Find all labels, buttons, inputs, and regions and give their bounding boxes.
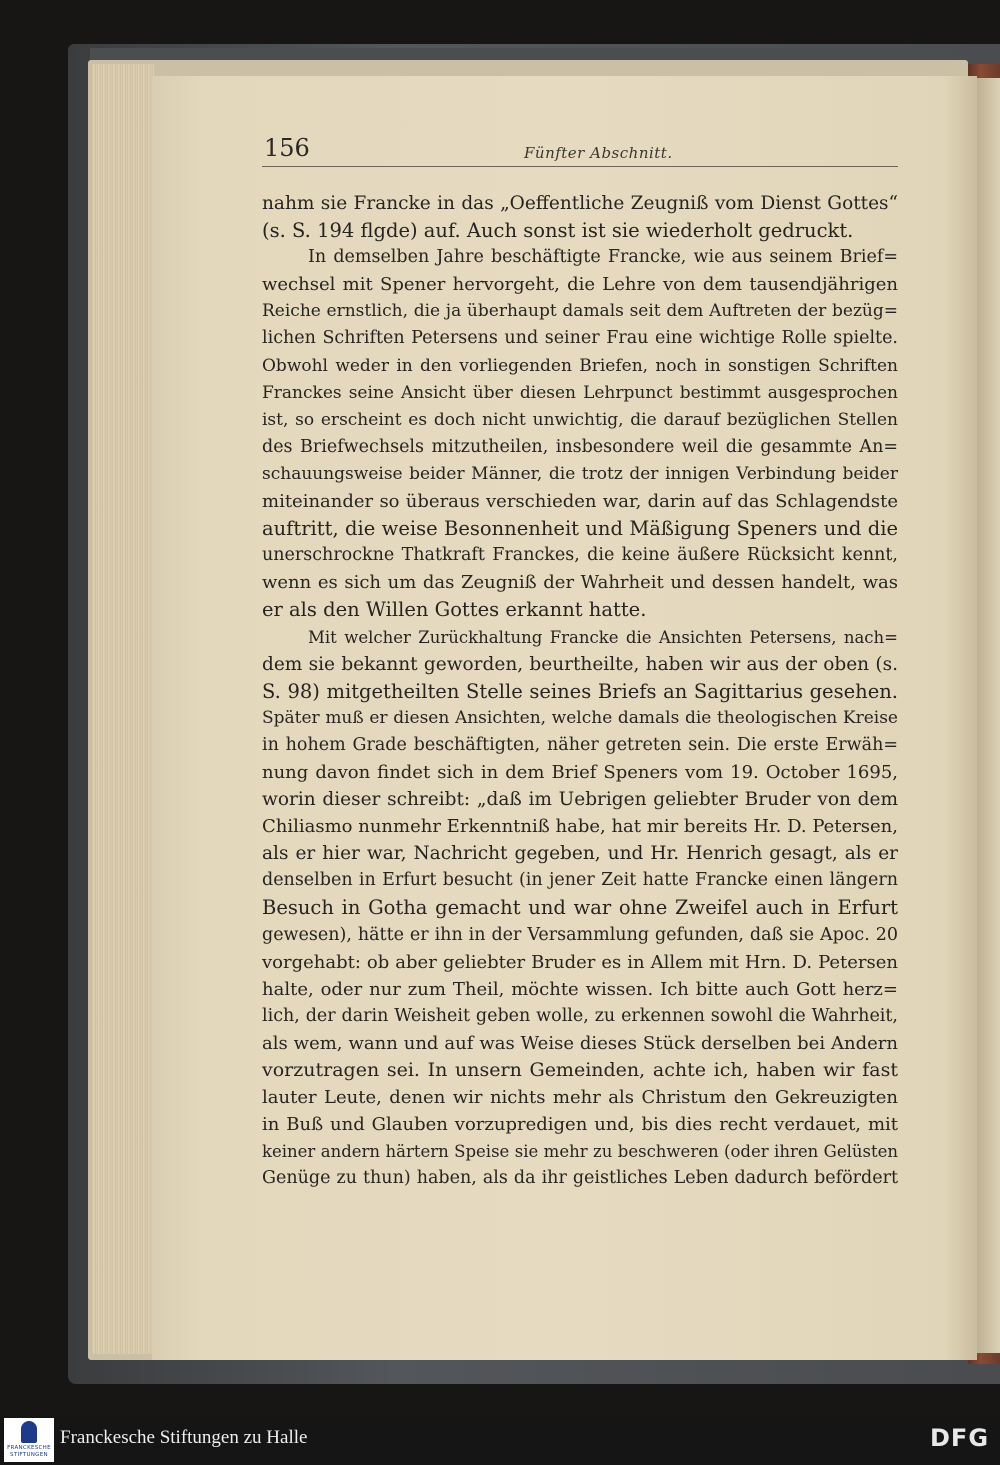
text-line: Besuch in Gotha gemacht und war ohne Zweifel auch in Erfurt (262, 896, 898, 920)
text-line: lich, der darin Weisheit geben wolle, zu erkennen sowohl die Wahrheit, (262, 1005, 898, 1026)
text-line: lauter Leute, denen wir nichts mehr als Christum den Gekreuzigten (262, 1087, 898, 1109)
dfg-logo[interactable]: DFG (930, 1424, 990, 1452)
text-line: S. 98) mitgetheilten Stelle seines Briefs an Sagittarius gesehen. (262, 679, 898, 703)
text-line: er als den Willen Gottes erkannt hatte. (262, 598, 647, 622)
text-body (262, 190, 898, 1192)
text-line: halte, oder nur zum Theil, möchte wissen. Ich bitte auch Gott herz= (262, 978, 898, 1000)
footer-bar (0, 1415, 1000, 1465)
text-line: in hohem Grade beschäftigten, näher getreten sein. Die erste Erwäh= (262, 734, 898, 755)
text-line: wenn es sich um das Zeugniß der Wahrheit und dessen handelt, was (262, 572, 898, 594)
text-line: nung davon findet sich in dem Brief Speners vom 19. October 1695, (262, 761, 898, 783)
text-line: Später muß er diesen Ansichten, welche damals die theologischen Kreise (262, 707, 898, 728)
text-line: vorzutragen sei. In unsern Gemeinden, achte ich, haben wir fast (262, 1059, 898, 1081)
text-line: gewesen), hätte er ihn in der Versammlung gefunden, daß sie Apoc. 20 (262, 924, 898, 945)
text-line: lichen Schriften Petersens und seiner Frau eine wichtige Rolle spielte. (262, 328, 898, 349)
text-line: als wem, wann und auf was Weise dieses Stück derselben bei Andern (262, 1032, 898, 1054)
running-head (262, 134, 898, 167)
text-line: (s. S. 194 flgde) auf. Auch sonst ist sie wiederholt gedruckt. (262, 219, 854, 243)
section-title: Fünfter Abschnitt. (524, 144, 673, 162)
text-line: denselben in Erfurt besucht (in jener Zeit hatte Francke einen längern (262, 870, 898, 891)
text-line: nahm sie Francke in das „Oeffentliche Zeugniß vom Dienst Gottes“ (262, 193, 898, 214)
text-line: worin dieser schreibt: „daß im Uebrigen geliebter Bruder von dem (262, 789, 898, 811)
institution-name[interactable]: Franckesche Stiftungen zu Halle (60, 1427, 308, 1448)
page-number: 156 (264, 134, 310, 162)
text-line: als er hier war, Nachricht gegeben, und Hr. Henrich gesagt, als er (262, 843, 898, 865)
text-line: Franckes seine Ansicht über diesen Lehrpunct bestimmt ausgesprochen (262, 382, 898, 403)
text-line: unerschrockne Thatkraft Franckes, die keine äußere Rücksicht kennt, (262, 545, 898, 566)
text-line: schauungsweise beider Männer, die trotz der innigen Verbindung beider (262, 463, 898, 484)
text-line: wechsel mit Spener hervorgeht, die Lehre von dem tausendjährigen (262, 274, 898, 296)
franckesche-logo[interactable] (4, 1418, 54, 1462)
page-edges (92, 64, 154, 1354)
text-line: des Briefwechsels mitzutheilen, insbesondere weil die gesammte An= (262, 436, 898, 457)
text-line: ist, so erscheint es doch nicht unwichtig, die darauf bezüglichen Stellen (262, 409, 898, 430)
text-line: auftritt, die weise Besonnenheit und Mäßigung Speners und die (262, 517, 898, 541)
logo-caption: FRANCKESCHE STIFTUNGEN (7, 1445, 51, 1458)
text-line: In demselben Jahre beschäftigte Francke, wie aus seinem Brief= (308, 247, 898, 268)
statue-icon (21, 1421, 37, 1443)
text-line: Obwohl weder in den vorliegenden Briefen, noch in sonstigen Schriften (262, 355, 898, 376)
text-line: vorgehabt: ob aber geliebter Bruder es in Allem mit Hrn. D. Petersen (262, 951, 898, 973)
text-line: dem sie bekannt geworden, beurtheilte, haben wir aus der oben (s. (262, 653, 898, 675)
text-line: keiner andern härtern Speise sie mehr zu beschweren (oder ihren Gelüsten (262, 1142, 898, 1162)
text-line: Chiliasmo nunmehr Erkenntniß habe, hat mir bereits Hr. D. Petersen, (262, 816, 898, 838)
text-line: Genüge zu thun) haben, als da ihr geistliches Leben dadurch befördert (262, 1168, 898, 1189)
text-line: miteinander so überaus verschieden war, darin auf das Schlagendste (262, 491, 898, 513)
text-line: Reiche ernstlich, die ja überhaupt damals seit dem Auftreten der bezüg= (262, 301, 898, 322)
text-line: in Buß und Glauben vorzupredigen und, bis dies recht verdauet, mit (262, 1114, 898, 1136)
text-line: Mit welcher Zurückhaltung Francke die Ansichten Petersens, nach= (308, 627, 898, 647)
